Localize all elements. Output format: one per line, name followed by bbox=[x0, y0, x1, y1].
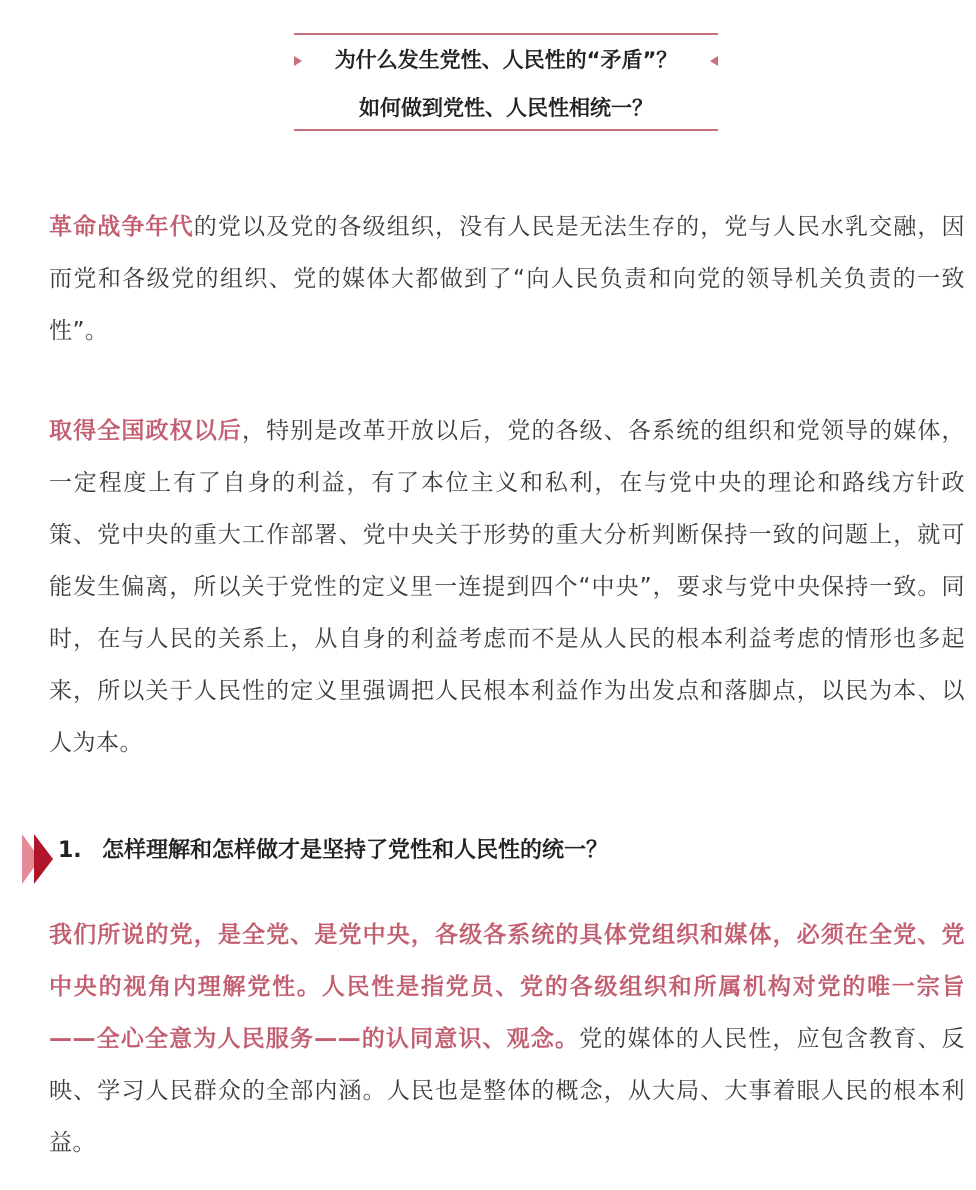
section-title: 怎样理解和怎样做才是坚持了党性和人民性的统一？ bbox=[102, 838, 609, 863]
title-line-2: 如何做到党性、人民性相统一？ bbox=[359, 96, 653, 120]
section-heading-text bbox=[58, 836, 608, 866]
paragraph-2 bbox=[49, 405, 965, 769]
paragraph-1 bbox=[49, 201, 965, 357]
paragraph-3-highlight: 我们所说的党，是全党、是党中央，各级各系统的具体党组织和媒体，必须在全党、党中央的视角内理解党性。人民性是指党员、党的各级组织和所属机构对党的唯一宗旨——全心全意为人民服务——的认同意识、观念。 bbox=[49, 922, 965, 1052]
double-chevron-icon bbox=[22, 834, 62, 884]
section-number: 1. bbox=[58, 838, 82, 863]
paragraph-1-text: 的党以及党的各级组织，没有人民是无法生存的，党与人民水乳交融，因而党和各级党的组织、党的媒体大都做到了“向人民负责和向党的领导机关负责的一致性”。 bbox=[49, 214, 966, 344]
paragraph-1-highlight: 革命战争年代 bbox=[49, 214, 194, 240]
paragraph-2-text: ，特别是改革开放以后，党的各级、各系统的组织和党领导的媒体，一定程度上有了自身的利益，有了本位主义和私利，在与党中央的理论和路线方针政策、党中央的重大工作部署、党中央关于形势的重大分析判断保持一致的问题上，就可能发生偏离，所以关于党性的定义里一连提到四个“中央”，要求与党中央保持一致。同时，在与人民的关系上，从自身的利益考虑而不是从人民的根本利益考虑的情形也多起来，所以关于人民性的定义里强调把人民根本利益作为出发点和落脚点，以民为本、以人为本。 bbox=[49, 418, 966, 756]
title-box bbox=[294, 33, 718, 131]
title-line-1: 为什么发生党性、人民性的“矛盾”？ bbox=[334, 48, 678, 72]
paragraph-3-text: 党的媒体的人民性，应包含教育、反映、学习人民群众的全部内涵。人民也是整体的概念，从大局、大事着眼人民的根本利益。 bbox=[49, 1026, 966, 1156]
paragraph-3 bbox=[49, 909, 965, 1169]
paragraph-2-highlight: 取得全国政权以后 bbox=[49, 418, 242, 444]
section-heading bbox=[22, 828, 962, 886]
